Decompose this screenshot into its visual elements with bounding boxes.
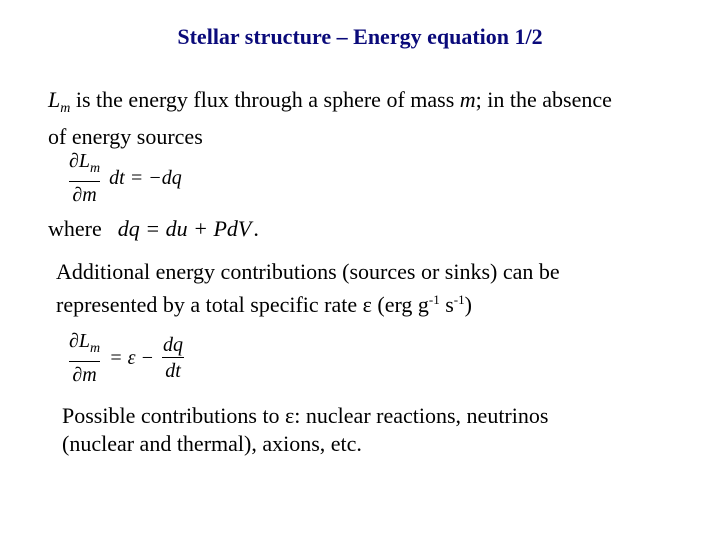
intro-text-a: is the energy flux through a sphere of mass: [70, 87, 460, 112]
fraction-numerator: [66, 330, 103, 361]
fraction-numerator: dq: [163, 334, 184, 356]
contributions-line-2: (nuclear and thermal), axions, etc.: [62, 431, 362, 456]
luminosity-symbol: L: [78, 150, 91, 172]
equation-middle: = ε −: [109, 346, 155, 369]
additional-line-2: [56, 286, 560, 319]
intro-line-1: [48, 86, 612, 123]
luminosity-symbol: L: [48, 87, 61, 112]
possible-contributions-paragraph: [62, 402, 548, 458]
intro-text-b: ; in the absence: [475, 87, 612, 112]
total-derivative-fraction: [160, 334, 186, 382]
heat-equation: dq = du + PdV: [117, 216, 252, 241]
mass-symbol: m: [459, 87, 476, 112]
fraction-denominator: ∂m: [69, 361, 99, 386]
contributions-line-1: Possible contributions to ε: nuclear reactions, neutrinos: [62, 403, 549, 428]
fraction-denominator: dt: [162, 357, 184, 382]
rate-text-a: represented by a total specific rate ε (erg g: [56, 292, 429, 317]
period: .: [253, 216, 259, 241]
additional-contributions-paragraph: [56, 258, 560, 319]
energy-equation-1: [66, 150, 182, 206]
partial-symbol: ∂: [69, 330, 79, 352]
exponent-2: -1: [453, 292, 465, 307]
luminosity-subscript: m: [60, 101, 71, 116]
intro-paragraph: [48, 86, 612, 151]
slide-title: Stellar structure – Energy equation 1/2: [177, 24, 543, 49]
partial-derivative-fraction: [66, 330, 103, 386]
where-label: where: [48, 216, 102, 241]
luminosity-subscript: m: [90, 161, 101, 176]
rate-text-b: s: [439, 292, 454, 317]
partial-derivative-fraction: [66, 150, 103, 206]
partial-symbol: ∂: [69, 150, 79, 172]
energy-equation-2: [66, 330, 186, 386]
rate-text-c: ): [464, 292, 472, 317]
fraction-numerator: [66, 150, 103, 181]
where-line: [48, 216, 259, 242]
luminosity-symbol: L: [78, 330, 91, 352]
fraction-denominator: ∂m: [69, 181, 99, 206]
luminosity-subscript: m: [90, 341, 101, 356]
exponent-1: -1: [428, 292, 440, 307]
additional-line-1: Additional energy contributions (sources or sinks) can be: [56, 259, 560, 284]
intro-line-2: of energy sources: [48, 124, 203, 149]
equation-rhs: dt = −dq: [109, 166, 182, 189]
